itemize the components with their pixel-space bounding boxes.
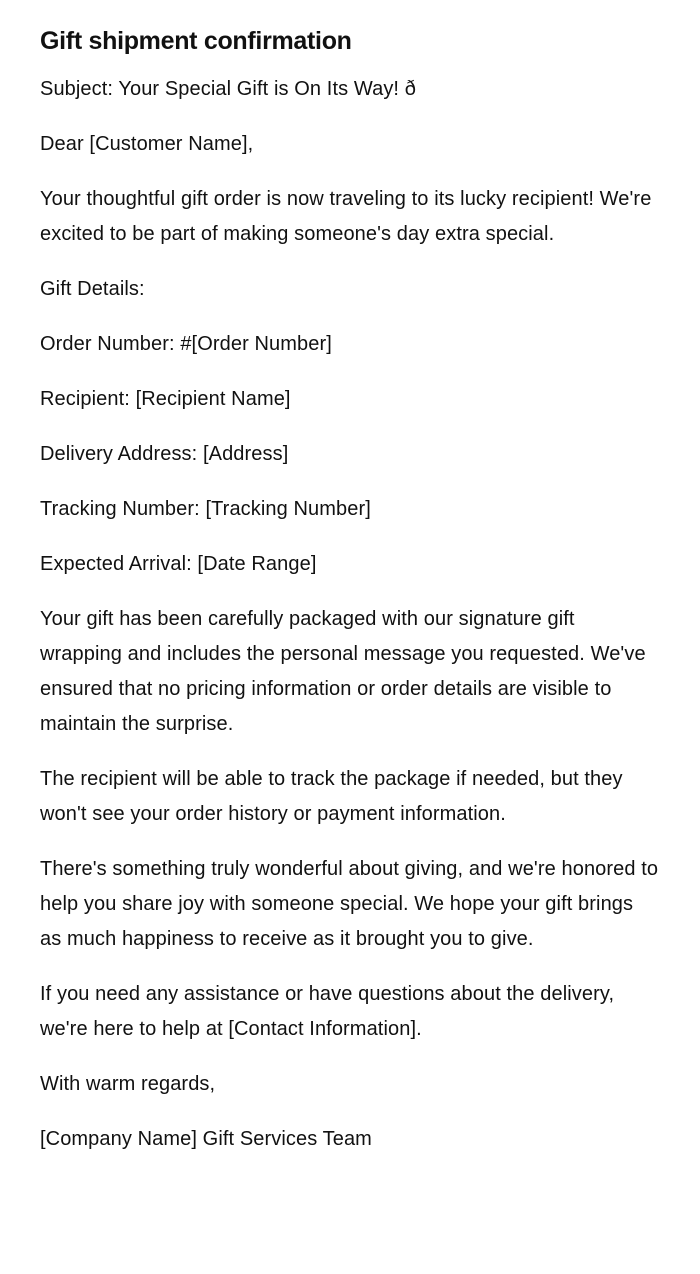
packaging-paragraph: Your gift has been carefully packaged with our signature gift wrapping and includes the personal message you requested. We've ensured that no pricing information or order details are visible to maintain the surprise. (40, 608, 646, 735)
assistance-paragraph: If you need any assistance or have questions about the delivery, we're here to help at [Contact Information]. (40, 983, 615, 1040)
intro-paragraph: Your thoughtful gift order is now traveling to its lucky recipient! We're excited to be part of making someone's day extra special. (40, 188, 652, 245)
greeting: Dear [Customer Name], (40, 133, 254, 155)
expected-arrival-line: Expected Arrival: [Date Range] (40, 553, 317, 575)
tracking-note-paragraph: The recipient will be able to track the package if needed, but they won't see your order history or payment information. (40, 768, 623, 825)
closing: With warm regards, (40, 1073, 216, 1095)
sentiment-paragraph: There's something truly wonderful about giving, and we're honored to help you share joy with someone special. We hope your gift brings as much happiness to receive as it brought you to give. (40, 858, 659, 950)
order-number-line: Order Number: #[Order Number] (40, 333, 332, 355)
delivery-address-line: Delivery Address: [Address] (40, 443, 289, 465)
tracking-number-line: Tracking Number: [Tracking Number] (40, 498, 371, 520)
recipient-line: Recipient: [Recipient Name] (40, 388, 291, 410)
document-title: Gift shipment confirmation (40, 27, 352, 55)
signature: [Company Name] Gift Services Team (40, 1128, 372, 1150)
details-heading: Gift Details: (40, 278, 145, 300)
email-subject: Subject: Your Special Gift is On Its Way! ð (40, 78, 465, 100)
